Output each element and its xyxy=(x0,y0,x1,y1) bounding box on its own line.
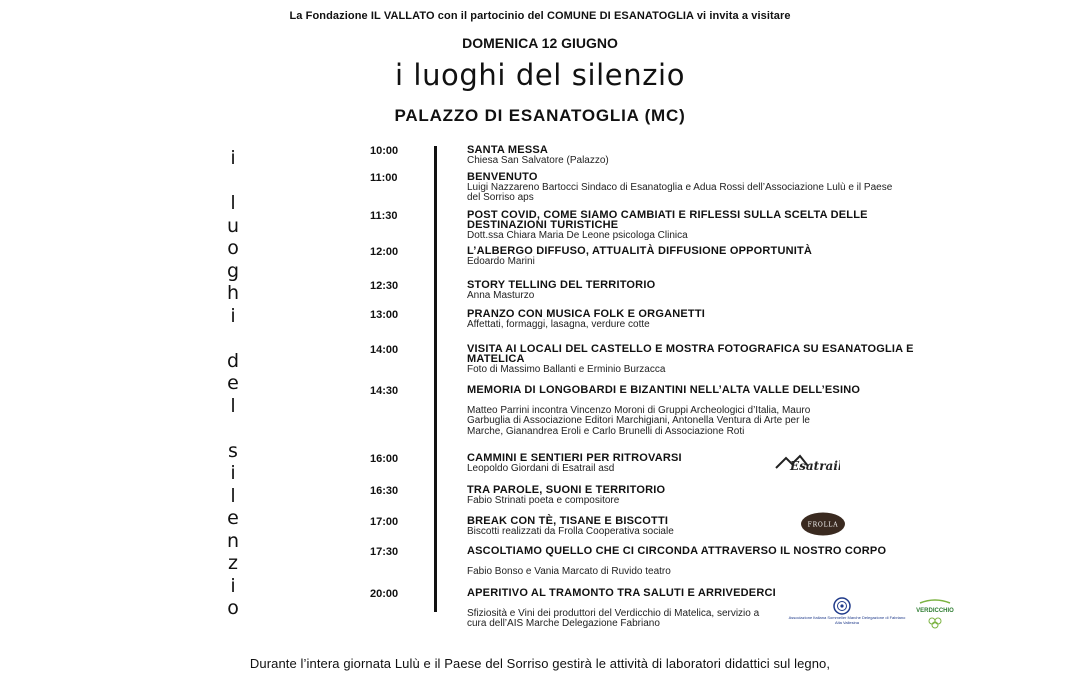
vertical-letter: e xyxy=(227,507,239,529)
vertical-letter: i xyxy=(230,574,236,597)
program-title: APERITIVO AL TRAMONTO TRA SALUTI E ARRIVEDERCI xyxy=(467,587,776,599)
footer-text: Durante l’intera giornata Lulù e il Paese del Sorriso gestirà le attività di laboratori didattici sul legno, xyxy=(249,656,831,671)
vertical-letter xyxy=(222,327,244,350)
vertical-letter: u xyxy=(226,214,240,237)
program-desc: Fabio Strinati poeta e compositore xyxy=(467,495,620,506)
vertical-letter: l xyxy=(230,484,236,507)
esatrail-logo xyxy=(772,450,840,474)
program-time: 10:00 xyxy=(370,145,399,157)
program-desc: Biscotti realizzati da Frolla Cooperativa sociale xyxy=(467,526,674,537)
program-title: CAMMINI E SENTIERI PER RITROVARSI xyxy=(467,452,682,464)
timeline-divider xyxy=(434,146,437,612)
vertical-letter: s xyxy=(228,439,238,462)
vertical-letter: i xyxy=(230,462,236,484)
program-desc: Leopoldo Giordani di Esatrail asd xyxy=(467,463,615,474)
frolla-logo-text: FROLLA xyxy=(807,521,839,529)
program-desc: Chiesa San Salvatore (Palazzo) xyxy=(467,155,609,166)
vertical-letter xyxy=(222,170,244,193)
program-desc: Foto di Massimo Ballanti e Erminio Burzacca xyxy=(467,364,666,375)
program-desc: Affettati, formaggi, lasagna, verdure cotte xyxy=(467,319,650,330)
event-date: DOMENICA 12 GIUGNO xyxy=(462,35,618,51)
ais-logo xyxy=(788,597,906,629)
program-title: L’ALBERGO DIFFUSO, ATTUALITÀ DIFFUSIONE OPPORTUNITÀ xyxy=(467,245,813,257)
program-title: MEMORIA DI LONGOBARDI E BIZANTINI NELL’ALTA VALLE DELL’ESINO xyxy=(467,384,861,396)
program-title: PRANZO CON MUSICA FOLK E ORGANETTI xyxy=(467,308,705,320)
program-title: SANTA MESSA xyxy=(467,144,549,156)
event-title: i luoghi del silenzio xyxy=(394,58,686,92)
program-title: VISITA AI LOCALI DEL CASTELLO E MOSTRA FOTOGRAFICA SU ESANATOGLIA E MATELICA xyxy=(467,343,914,365)
event-venue: PALAZZO DI ESANATOGLIA (MC) xyxy=(394,106,686,125)
program-desc: Matteo Parrini incontra Vincenzo Moroni di Gruppi Archeologici d’Italia, Mauro Garbuglia di Associazione Editori Marchigiani, Antonella Ventura di Arte per le Marche, Gianandrea Eroli e Carlo Brunelli di Associazione Roti xyxy=(467,405,811,437)
vertical-letter: h xyxy=(226,282,240,304)
program-time: 17:30 xyxy=(370,546,399,558)
vertical-letter: d xyxy=(226,349,240,372)
program-desc: Dott.ssa Chiara Maria De Leone psicologa Clinica xyxy=(467,230,688,241)
vertical-letter: l xyxy=(230,394,236,417)
program-title: ASCOLTIAMO QUELLO CHE CI CIRCONDA ATTRAVERSO IL NOSTRO CORPO xyxy=(467,545,887,557)
vertical-letter: o xyxy=(227,597,239,619)
vertical-letter: l xyxy=(230,192,236,214)
program-desc: Fabio Bonso e Vania Marcato di Ruvido teatro xyxy=(467,566,671,577)
vertical-letter: o xyxy=(227,237,239,259)
program-time: 12:30 xyxy=(370,280,399,292)
ais-logo-text: Associazione Italiana Sommelier Marche Delegazione di Fabriano Alta Vallesina xyxy=(788,616,906,625)
verdicchio-logo-text: VERDICCHIO xyxy=(916,608,954,614)
program-title: BREAK CON TÈ, TISANE E BISCOTTI xyxy=(467,515,669,527)
program-time: 17:00 xyxy=(370,516,399,528)
program-desc: Edoardo Marini xyxy=(467,256,535,267)
program-desc: Luigi Nazzareno Bartocci Sindaco di Esanatoglia e Adua Rossi dell’Associazione Lulù e il Paese del Sorriso aps xyxy=(467,182,893,204)
intro-line: La Fondazione IL VALLATO con il partocinio del COMUNE DI ESANATOGLIA vi invita a visitare xyxy=(289,10,791,22)
esatrail-logo-text: Esatrail xyxy=(790,459,840,473)
program-time: 16:30 xyxy=(370,485,399,497)
vertical-letter xyxy=(222,417,244,440)
program-desc: Anna Masturzo xyxy=(467,290,535,301)
program-time: 13:00 xyxy=(370,309,399,321)
program-time: 12:00 xyxy=(370,246,399,258)
vertical-letter: e xyxy=(227,372,239,394)
program-time: 14:00 xyxy=(370,344,399,356)
vertical-title xyxy=(222,147,244,620)
program-title: BENVENUTO xyxy=(467,171,538,183)
verdicchio-logo xyxy=(912,597,958,629)
program-title: TRA PAROLE, SUONI E TERRITORIO xyxy=(467,484,666,496)
vertical-letter: i xyxy=(230,304,236,327)
program-title: POST COVID, COME SIAMO CAMBIATI E RIFLESSI SULLA SCELTA DELLE DESTINAZIONI TURISTICHE xyxy=(467,209,868,231)
program-desc: Sfiziosità e Vini dei produttori del Verdicchio di Matelica, servizio a cura dell’AIS Marche Delegazione Fabriano xyxy=(467,608,760,630)
program-time: 20:00 xyxy=(370,588,399,600)
program-time: 16:00 xyxy=(370,453,399,465)
program-time: 11:30 xyxy=(370,210,398,222)
program-title: STORY TELLING DEL TERRITORIO xyxy=(467,279,656,291)
vertical-letter: g xyxy=(226,259,240,282)
program-time: 11:00 xyxy=(370,172,398,184)
program-time: 14:30 xyxy=(370,385,399,397)
frolla-logo xyxy=(800,512,846,536)
vertical-letter: i xyxy=(230,147,236,169)
vertical-letter: z xyxy=(228,552,238,574)
vertical-letter: n xyxy=(226,529,240,552)
